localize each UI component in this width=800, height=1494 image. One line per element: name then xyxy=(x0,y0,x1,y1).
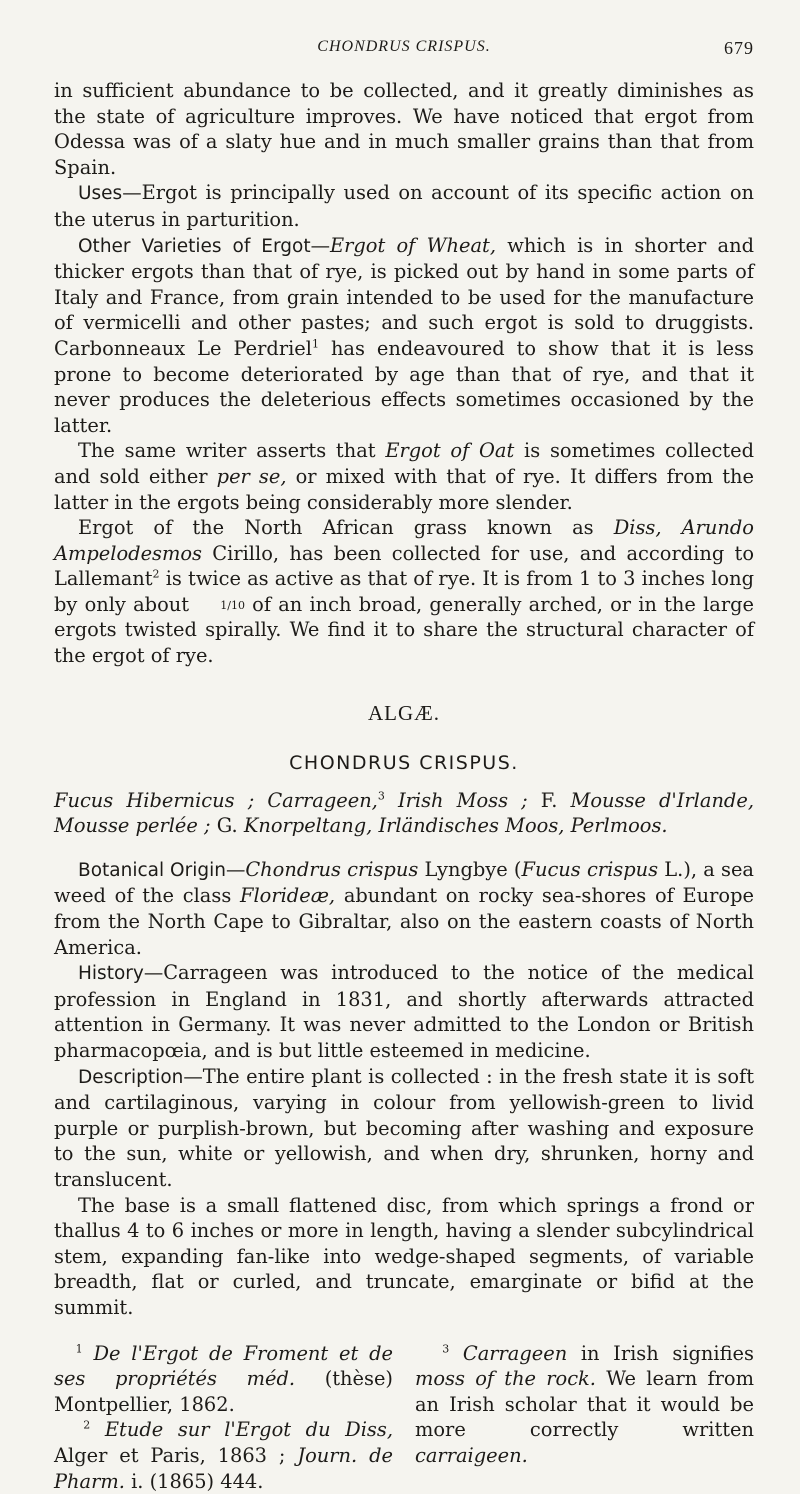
continued-paragraph: in sufficient abundance to be collected, and it greatly diminishes as the state of agriculture improves. We have noticed that ergot from Odessa was of a slaty hue and in much smaller grains than that from Spain. xyxy=(54,79,754,179)
history-heading: History xyxy=(78,963,144,985)
footnote-2-title: Etude sur l'Ergot du Diss, xyxy=(104,1418,394,1442)
description-paragraph xyxy=(54,1064,754,1193)
footnote-2-mid: Alger et Paris, 1863 ; xyxy=(54,1443,298,1467)
oat-paragraph xyxy=(54,438,754,515)
description-text: —The entire plant is collected : in the fresh state it is soft and cartilaginous, varying in colour from yellowish-green to livid purple or purplish-brown, but becoming after washing and exposure to the sun, white or yellowish, and when dry, shrunken, horny and translucent. xyxy=(54,1064,754,1191)
botanical-text-1: Lyngbye ( xyxy=(418,857,522,881)
synonyms-2: Irish Moss ; xyxy=(384,788,528,812)
botanical-name-1: Chondrus crispus xyxy=(245,857,419,881)
diss-text-4: of an inch broad, generally arched, or in the large ergots twisted spirally. We find it to share the structural character of the ergot of rye. xyxy=(54,592,754,668)
footnote-1 xyxy=(54,1341,393,1418)
diss-text-1: Ergot of the North African grass known as xyxy=(78,516,614,540)
footnote-3-alt: carraigeen. xyxy=(415,1443,528,1467)
footnote-2-rest: i. (1865) 444. xyxy=(124,1469,264,1493)
other-varieties-paragraph xyxy=(54,233,754,439)
diss-text-3: is twice as active as that of rye. It is from 1 to 3 inches long by only about xyxy=(54,567,754,616)
section-title: ALGÆ. xyxy=(367,700,441,725)
botanical-name-3: Florideæ, xyxy=(240,884,336,908)
running-head xyxy=(54,38,754,78)
per-se: per se, xyxy=(216,464,287,488)
botanical-paragraph xyxy=(54,857,754,960)
footnote-2-journal: Journ. de Pharm. xyxy=(54,1443,393,1493)
synonyms-3: F. xyxy=(527,788,571,812)
fraction: 1/10 xyxy=(220,598,245,612)
ergot-of-wheat: Ergot of Wheat, xyxy=(329,233,496,257)
botanical-name-2: Fucus crispus xyxy=(521,857,659,881)
uses-paragraph xyxy=(54,180,754,232)
synonyms-4: Mousse d'Irlande, Mousse perlée ; xyxy=(54,788,754,838)
page-number: 679 xyxy=(724,38,754,58)
base-paragraph: The base is a small flattened disc, from which springs a frond or thallus 4 to 6 inches or more in length, having a slender subcylindrical stem, expanding fan-like into wedge-shaped segments, of variable breadth, flat or curled, and truncate, emarginate or bifid at the summit. xyxy=(54,1193,754,1319)
diss-text-2: Cirillo, has been collected for use, and according to Lallemant xyxy=(54,541,754,591)
footnote-1-rest: (thèse) Montpellier, 1862. xyxy=(54,1367,394,1416)
footnote-2 xyxy=(54,1417,393,1494)
other-varieties-dash: — xyxy=(310,233,330,257)
description-heading: Description xyxy=(78,1066,184,1088)
footnote-1-number: 1 xyxy=(75,1342,83,1356)
drug-title: CHONDRUS CRISPUS. xyxy=(289,751,519,774)
uses-text: —Ergot is principally used on account of its specific action on the uterus in parturition. xyxy=(54,181,754,231)
footnote-3 xyxy=(415,1341,754,1469)
history-text: —Carrageen was introduced to the notice of the medical profession in England in 1831, and shortly afterwards attracted attention in Germany. It was never admitted to the London or British pharmacopœia, and is but little esteemed in medicine. xyxy=(54,961,754,1062)
synonyms xyxy=(54,788,754,839)
footnote-3-text-1: in Irish signifies xyxy=(567,1341,754,1365)
footnotes-left xyxy=(54,1341,393,1494)
footnote-2-number: 2 xyxy=(83,1418,91,1432)
oat-text-1: The same writer asserts that xyxy=(78,439,386,463)
other-varieties-heading: Other Varieties of Ergot xyxy=(78,235,311,257)
botanical-dash: — xyxy=(225,857,246,881)
history-paragraph xyxy=(54,960,754,1063)
oat-text-2: is sometimes collected and sold either xyxy=(54,439,754,488)
botanical-heading: Botanical Origin xyxy=(78,859,226,881)
footnote-1-title: De l'Ergot de Froment et de ses propriétés méd. xyxy=(54,1341,393,1391)
ergot-of-oat: Ergot of Oat xyxy=(385,439,515,463)
footnote-ref-3: 3 xyxy=(377,789,385,803)
diss-name: Diss, Arundo Ampelodesmos xyxy=(54,516,754,565)
botanical-text-2: L.), a sea weed of the class xyxy=(54,857,754,908)
footnote-3-number: 3 xyxy=(442,1342,450,1356)
synonyms-5: G. xyxy=(210,814,244,838)
footnotes-right xyxy=(415,1341,754,1494)
other-varieties-text-1: which is in shorter and thicker ergots than that of rye, is picked out by hand in some parts of Italy and France, from grain intended to be used for the manufacture of vermicelli and other pastes; and such ergot is sold to druggists. Carbonneaux Le Perdriel xyxy=(54,233,754,360)
oat-text-3: or mixed with that of rye. It differs from the latter in the ergots being considerably more slender. xyxy=(54,464,754,514)
footnote-ref-2: 2 xyxy=(152,567,160,581)
botanical-text-3: abundant on rocky sea-shores of Europe from the North Cape to Gibraltar, also on the eastern coasts of North America. xyxy=(54,884,754,959)
footnote-3-moss: moss of the rock. xyxy=(415,1367,596,1391)
footnote-3-word: Carrageen xyxy=(462,1341,568,1365)
footnote-ref-1: 1 xyxy=(311,337,319,351)
footnotes xyxy=(54,1341,754,1494)
synonyms-6: Knorpeltang, Irländisches Moos, Perlmoos. xyxy=(243,814,668,838)
footnote-3-text-2: We learn from an Irish scholar that it would be more correctly written xyxy=(415,1367,754,1442)
running-title: CHONDRUS CRISPUS. xyxy=(317,38,491,55)
uses-heading: Uses xyxy=(78,183,123,205)
synonyms-1: Fucus Hibernicus ; Carrageen, xyxy=(54,788,378,812)
other-varieties-text-2: has endeavoured to show that it is less prone to become deteriorated by age than that of rye, and that it never produces the deleterious effects sometimes occasioned by the latter. xyxy=(54,336,754,437)
diss-paragraph xyxy=(54,515,754,669)
page xyxy=(54,0,754,1494)
